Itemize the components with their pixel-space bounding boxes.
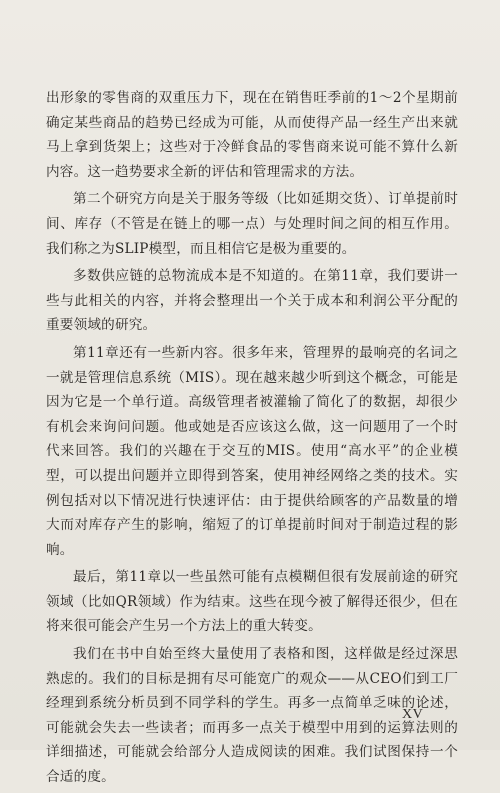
body-text bbox=[46, 86, 458, 793]
paragraph-slip-model: 第二个研究方向是关于服务等级（比如延期交货）、订单提前时间、库存（不管是在链上的哪一点）与处理时间之间的相互作用。我们称之为SLIP模型，而且相信它是极为重要的。 bbox=[46, 191, 458, 257]
paragraph-logistics-cost: 多数供应链的总物流成本是不知道的。在第11章，我们要讲一些与此相关的内容，并将会整理出一个关于成本和利润公平分配的重要领域的研究。 bbox=[46, 268, 458, 334]
paragraph-tables-figures: 我们在书中自始至终大量使用了表格和图，这样做是经过深思熟虑的。我们的目标是拥有尽可能宽广的观众——从CEO们到工厂经理到系统分析员到不同学科的学生。再多一点简单乏味的论述，可能就会失去一些读者；而再多一点关于模型中用到的运算法则的详细描述，可能就会给部分人造成阅读的困难。我们试图保持一个合适的度。 bbox=[46, 646, 458, 786]
paragraph-mis: 第11章还有一些新内容。很多年来，管理界的最响亮的名词之一就是管理信息系统（MIS）。现在越来越少听到这个概念，可能是因为它是一个单行道。高级管理者被灌输了简化了的数据，却很少有机会来询问问题。他或她是否应该这么做，这一问题用了一个时代来回答。我们的兴趣在于交互的MIS。使用“高水平”的企业模型，可以提出问题并立即得到答案，使用神经网络之类的技术。实例包括对以下情况进行快速评估：由于提供给顾客的产品数量的增大而对库存产生的影响，缩短了的订单提前时间对于制造过程的影响。 bbox=[46, 344, 458, 558]
paragraph-qr-research: 最后，第11章以一些虽然可能有点模糊但很有发展前途的研究领域（比如QR领域）作为结束。这些在现今被了解得还很少，但在将来很可能会产生另一个方法上的重大转变。 bbox=[46, 569, 458, 635]
paragraph-continuation: 出形象的零售商的双重压力下，现在在销售旺季前的1～2个星期前确定某些商品的趋势已经成为可能，从而使得产品一经生产出来就马上拿到货架上；这些对于冷鲜食品的零售商来说可能不算什么新内容。这一趋势要求全新的评估和管理需求的方法。 bbox=[46, 90, 458, 180]
page-number: XV bbox=[402, 707, 424, 722]
